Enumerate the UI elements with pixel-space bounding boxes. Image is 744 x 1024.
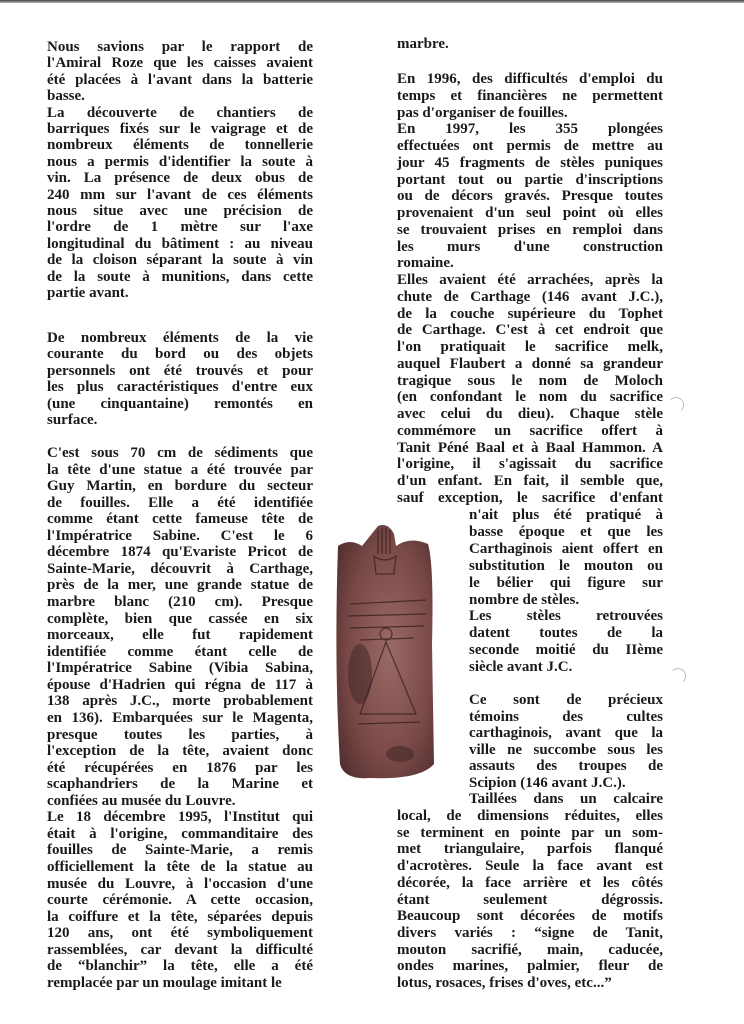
text-line: de la cloison séparant la soute à vin [47, 252, 313, 269]
text-line: vin. La présence de deux obus de [47, 170, 313, 187]
text-line: barriques fixés sur le vaigrage et de [47, 121, 313, 137]
text-line: basse. [47, 88, 85, 105]
text-line: de “blanchir” la tête, elle a été [47, 958, 313, 975]
text-line: de la soute à munitions, dans cette [47, 268, 313, 285]
text-line: marbre. [397, 36, 449, 52]
text-line: le bélier qui figure sur [469, 574, 663, 591]
text-line: l'Impératrice Sabine (Vibia Sabina, [47, 660, 313, 677]
text-line: marbre blanc (210 cm). Presque [47, 594, 313, 611]
text-line: comme étant cette fameuse tête de [47, 511, 313, 528]
text-line: Le 18 décembre 1995, l'Institut qui [47, 809, 313, 826]
text-line: basse époque et que les [469, 523, 663, 540]
text-line: 120 ans, ont été symboliquement [47, 925, 313, 942]
scan-border [0, 0, 744, 3]
text-line: datent toutes de la [469, 625, 663, 642]
text-line: fouilles de Sainte-Marie, a remis [47, 842, 313, 859]
margin-mark [668, 397, 684, 413]
text-line: nombre de stèles. [469, 591, 580, 608]
text-line: courte cérémonie. A cette occasion, [47, 892, 313, 909]
stele-photo [330, 524, 450, 784]
text-line: d'un enfant. En fait, il semble que, [397, 473, 663, 490]
text-line: d'acrotères. Seule la face avant est [397, 858, 663, 875]
text-line: la tête d'une statue a été trouvée par [47, 461, 313, 478]
text-line: courante du bord ou des objets [47, 346, 313, 363]
text-line: En 1997, les 355 plongées [397, 121, 663, 138]
text-line: ou de décors gravés. Presque toutes [397, 188, 663, 205]
text-line: (une cinquantaine) remontés en [47, 395, 313, 412]
text-line: Tanit Péné Baal et à Baal Hammon. A [397, 439, 663, 456]
text-line: 138 après J.C., morte probablement [47, 693, 313, 710]
text-line: lotus, rosaces, frises d'oves, etc...” [397, 975, 612, 991]
text-line: Elles avaient été arrachées, après la [397, 272, 663, 289]
text-line: musée du Louvre, à l'occasion d'une [47, 875, 313, 892]
text-line: les murs d'une construction [397, 238, 663, 255]
text-line: surface. [47, 412, 98, 428]
text-line: épouse d'Hadrien qui régna de 117 à [47, 676, 313, 693]
text-line: assauts des troupes de [469, 758, 663, 774]
text-line: Ce sont de précieux [469, 692, 663, 708]
text-line: la coiffure et la tête, séparées depuis [47, 908, 313, 925]
text-line: remplacée par un moulage imitant le [47, 974, 282, 991]
text-line: effectuées ont permis de mettre au [397, 138, 663, 155]
text-line: témoins des cultes [469, 708, 663, 725]
margin-mark [670, 668, 686, 684]
text-line: Carthaginois aient offert en [469, 540, 663, 557]
text-line: local, de dimensions réduites, elles [397, 808, 663, 824]
text-line: l'exception de la tête, avaient donc [47, 743, 313, 760]
text-line: l'origine, il s'agissait du sacrifice [397, 456, 663, 473]
text-line: en 136). Embarquées sur le Magenta, [47, 709, 313, 726]
text-line: Beaucoup sont décorées de motifs [397, 908, 663, 925]
text-line: longitudinal du bâtiment : au niveau [47, 235, 313, 252]
text-line: portant tout ou partie d'inscriptions [397, 171, 663, 188]
text-line: avec celui du dieu). Chaque stèle [397, 406, 663, 423]
text-line: l'ordre de 1 mètre sur l'axe [47, 219, 313, 236]
text-line: provenaient d'un seul point où elles [397, 205, 663, 222]
text-line: commémore un sacrifice offert à [397, 422, 663, 439]
text-line: complète, bien que cassée en six [47, 610, 313, 627]
text-line: tragique sous le nom de Moloch [397, 372, 663, 389]
text-line: n'ait plus été pratiqué à [469, 507, 663, 523]
text-line: les plus caractéristiques d'entre eux [47, 379, 313, 396]
text-line: (en confondant le nom du sacrifice [397, 389, 663, 406]
text-line: temps et financières ne permettent [397, 87, 663, 104]
text-line: presque toutes les parties, à [47, 726, 313, 743]
text-line: étant seulement dégrossis. [397, 891, 663, 908]
text-line: scaphandriers de la Marine et [47, 776, 313, 793]
text-line: En 1996, des difficultés d'emploi du [397, 71, 663, 87]
text-line: Taillées dans un calcaire [469, 791, 663, 807]
text-line: décorée, la face arrière et les côtés [397, 874, 663, 891]
text-line: été récupérées en 1876 par les [47, 759, 313, 776]
text-line: Guy Martin, en bordure du secteur [47, 478, 313, 495]
text-line: officiellement la tête de la statue au [47, 859, 313, 875]
text-line: de fouilles. Elle a été identifiée [47, 494, 313, 511]
text-line: mouton sacrifié, main, caducée, [397, 941, 663, 958]
text-line: C'est sous 70 cm de sédiments que [47, 445, 313, 461]
text-line: Scipion (146 avant J.C.). [469, 774, 626, 791]
text-line: nombreux éléments de tonnellerie [47, 137, 313, 154]
text-line: confiées au musée du Louvre. [47, 792, 236, 809]
text-line: rassemblées, car devant la difficulté [47, 941, 313, 958]
text-line: nous a permis d'identifier la soute à [47, 153, 313, 170]
text-line: l'on pratiquait le sacrifice melk, [397, 339, 663, 356]
text-line: Sainte-Marie, découvrit à Carthage, [47, 560, 313, 577]
text-line: auquel Flaubert a donné sa grandeur [397, 355, 663, 372]
text-line: ville ne succombe sous les [469, 741, 663, 758]
text-line: ondes marines, palmier, fleur de [397, 958, 663, 975]
text-line: se terminent en pointe par un som- [397, 824, 663, 841]
text-line: 240 mm sur l'avant de ces éléments [47, 186, 313, 203]
text-line: été placées à l'avant dans la batterie [47, 71, 313, 88]
text-line: pas d'organiser de fouilles. [397, 104, 568, 121]
text-line: se trouvaient prises en remploi dans [397, 221, 663, 238]
text-line: personnels ont été trouvés et pour [47, 362, 313, 379]
text-line: divers variés : “signe de Tanit, [397, 924, 663, 941]
text-line: jour 45 fragments de stèles puniques [397, 154, 663, 171]
text-line: de Carthage. C'est à cet endroit que [397, 322, 663, 339]
text-line: décembre 1874 qu'Evariste Pricot de [47, 544, 313, 561]
text-line: De nombreux éléments de la vie [47, 330, 313, 346]
text-line: substitution le mouton ou [469, 557, 663, 574]
text-line: partie avant. [47, 285, 129, 301]
text-line: de la couche supérieure du Tophet [397, 305, 663, 322]
text-line: seconde moitié du IIème [469, 642, 663, 659]
text-line: met triangulaire, parfois flanqué [397, 841, 663, 858]
text-line: près de la mer, une grande statue de [47, 577, 313, 594]
text-line: carthaginois, avant que la [469, 725, 663, 741]
text-line: était à l'origine, commanditaire des [47, 825, 313, 842]
text-line: identifiée comme étant celle de [47, 643, 313, 660]
text-line: romaine. [397, 255, 454, 272]
text-line: La découverte de chantiers de [47, 104, 313, 121]
text-line: l'Impératrice Sabine. C'est le 6 [47, 527, 313, 544]
text-line: Nous savions par le rapport de [47, 39, 313, 55]
text-line: chute de Carthage (146 avant J.C.), [397, 288, 663, 305]
text-line: Les stèles retrouvées [469, 608, 663, 625]
text-line: l'Amiral Roze que les caisses avaient [47, 55, 313, 72]
text-line: nous situe avec une précision de [47, 203, 313, 219]
text-line: siècle avant J.C. [469, 659, 573, 676]
text-line: morceaux, elle fut rapidement [47, 627, 313, 644]
text-line: sauf exception, le sacrifice d'enfant [397, 490, 663, 506]
